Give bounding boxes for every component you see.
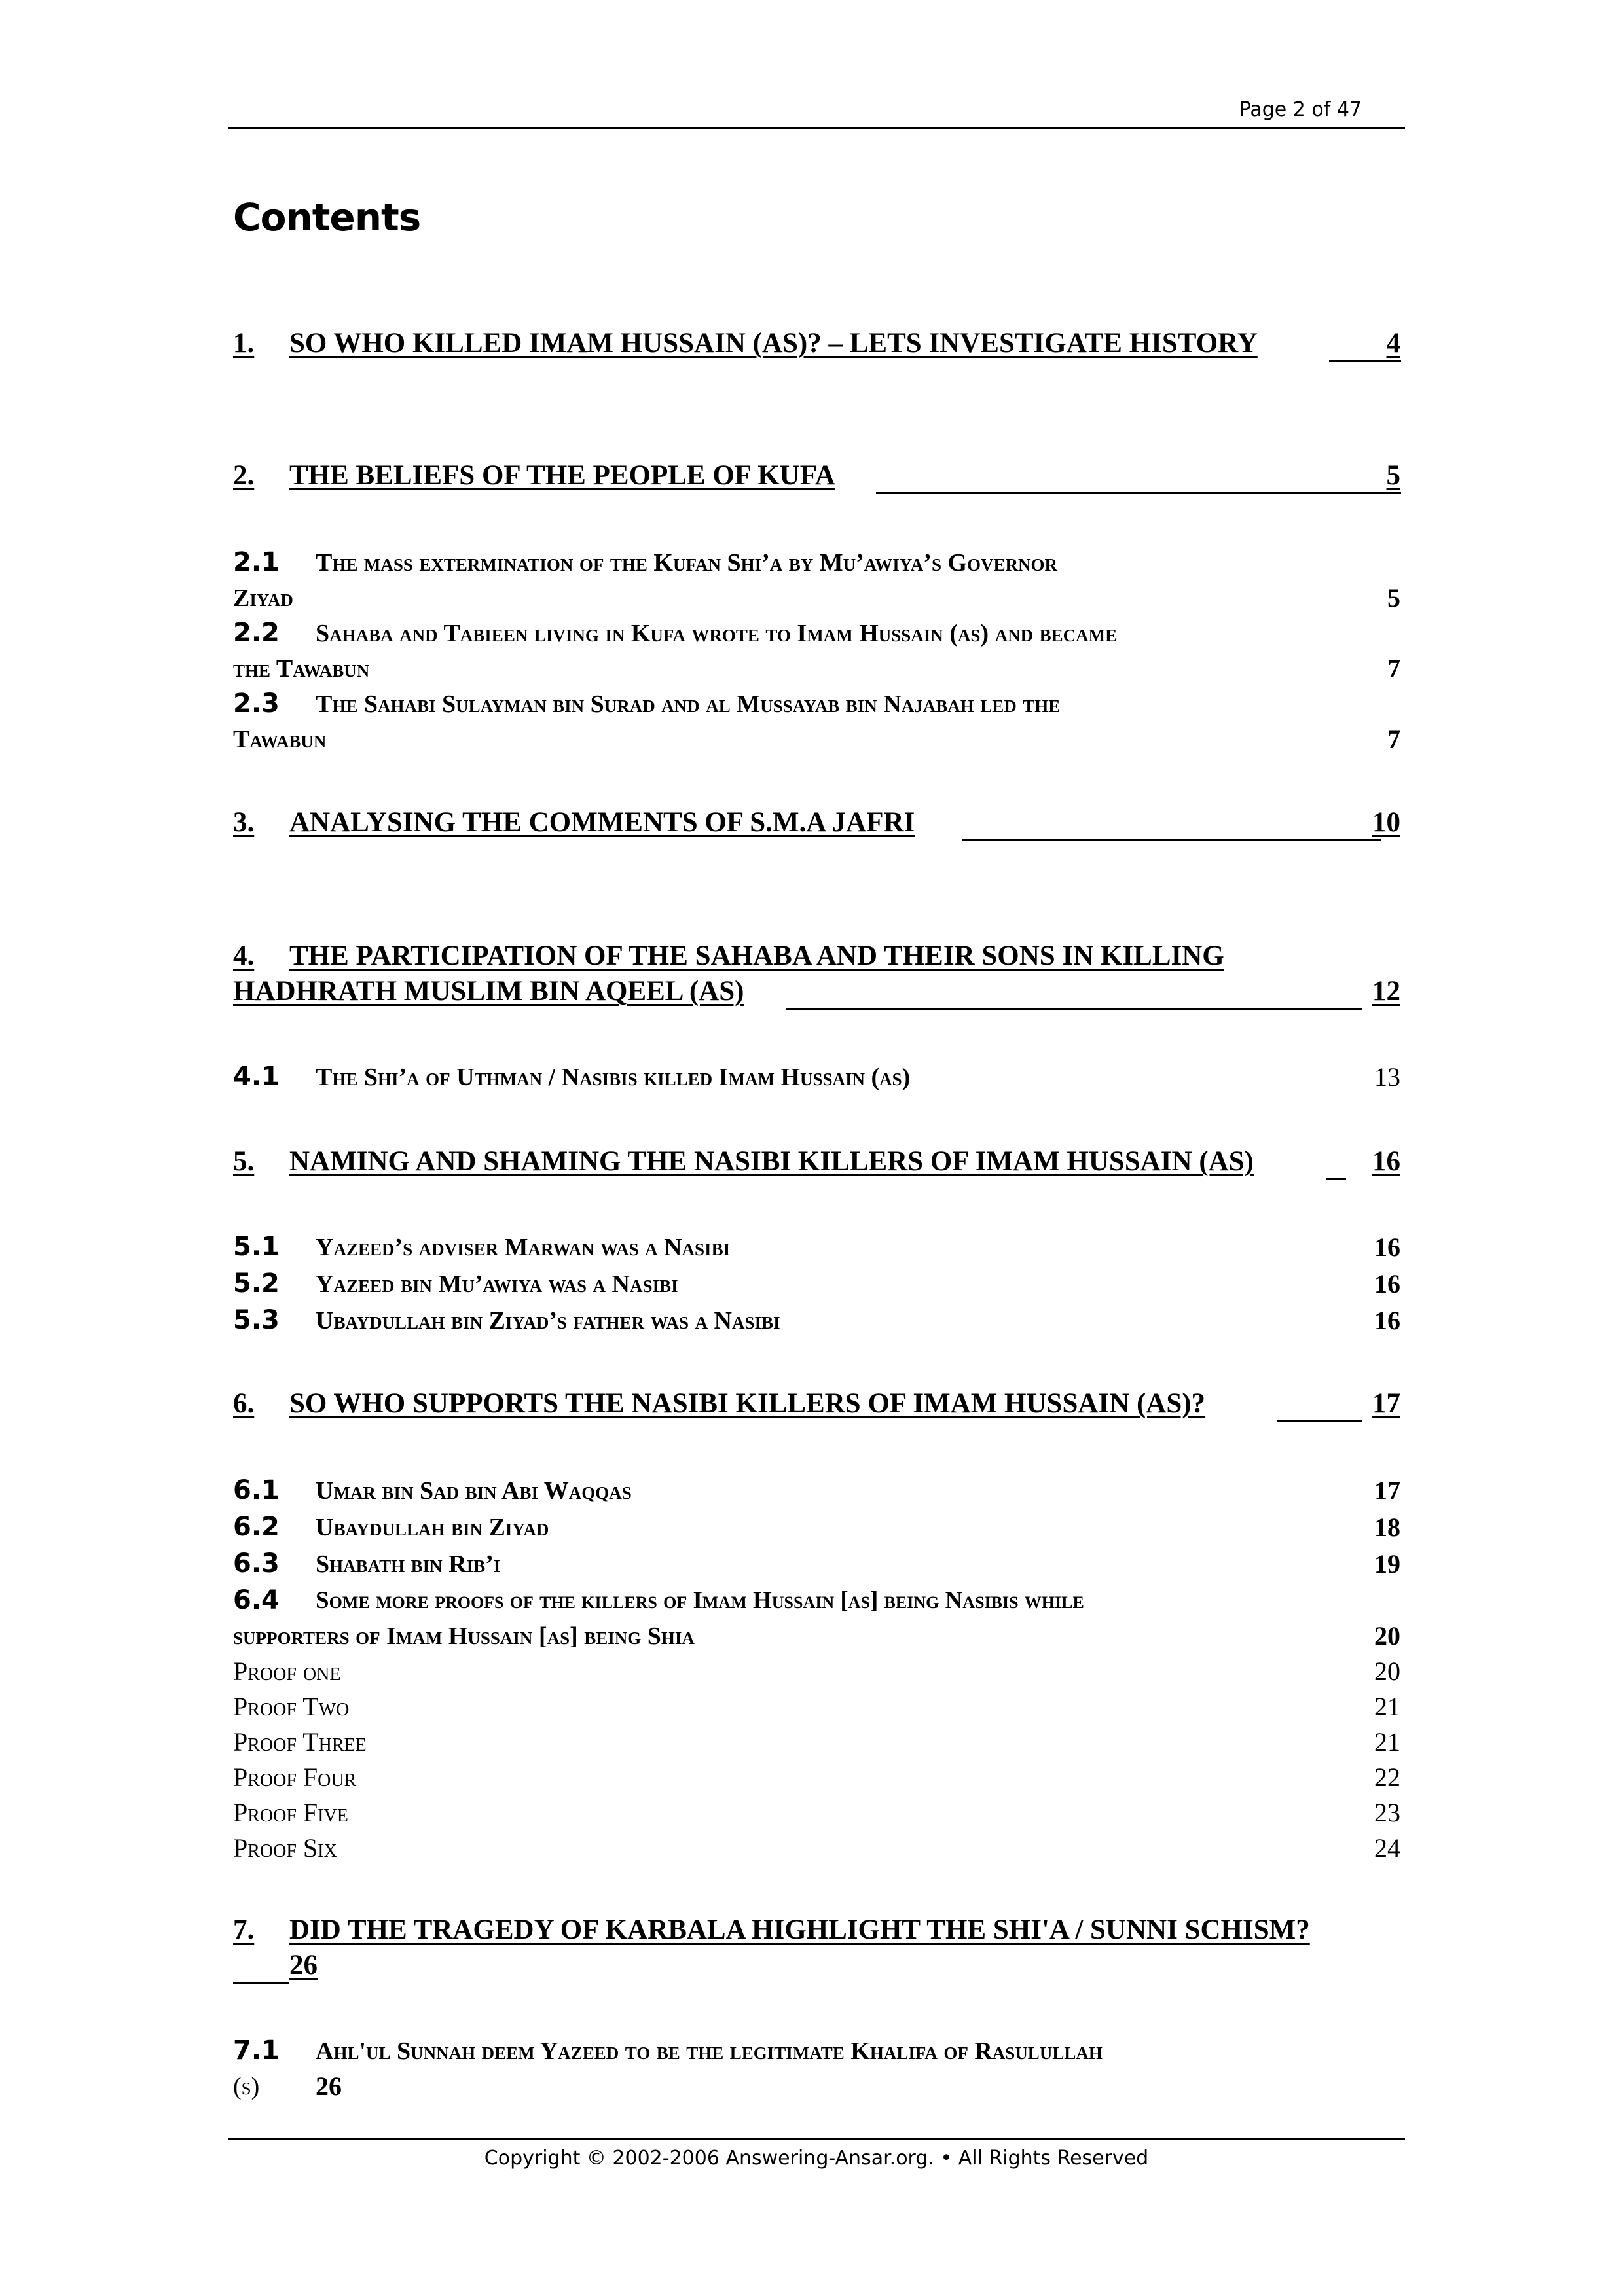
toc-title: SO WHO KILLED IMAM HUSSAIN (AS)? – LETS INVESTIGATE HISTORY: [289, 328, 1258, 359]
toc-page: 12: [1372, 976, 1400, 1007]
toc-title: Proof Three: [233, 1727, 367, 1757]
toc-number: 4.: [233, 941, 255, 971]
toc-title: Yazeed’s adviser Marwan was a Nasibi: [316, 1234, 731, 1261]
toc-title: Ahl'ul Sunnah deem Yazeed to be the legitimate Khalifa of Rasulullah: [316, 2037, 1103, 2065]
toc-title: Proof one: [233, 1657, 341, 1686]
toc-title: Proof Six: [233, 1833, 337, 1863]
toc-number: 5.1: [233, 1232, 280, 1262]
toc-number: 4.1: [233, 1062, 280, 1092]
toc-number: 2.3: [233, 689, 280, 719]
toc-title: Proof Four: [233, 1763, 357, 1792]
leader-line: [962, 839, 1381, 841]
toc-title: Umar bin Sad bin Abi Waqqas: [316, 1477, 632, 1505]
toc-title: Proof Five: [233, 1798, 348, 1827]
toc-title-continued: (s): [233, 2073, 260, 2100]
toc-number: 6.4: [233, 1585, 280, 1615]
toc-page: 17: [1374, 1476, 1400, 1505]
toc-page: 20: [1374, 1621, 1400, 1651]
toc-page: 4: [1386, 328, 1400, 359]
toc-title: NAMING AND SHAMING THE NASIBI KILLERS OF IMAM HUSSAIN (AS): [289, 1146, 1254, 1177]
toc-number: 6.: [233, 1388, 255, 1419]
page-title: Contents: [233, 195, 421, 240]
toc-page: 26: [289, 1950, 318, 1981]
toc-number: 7.: [233, 1914, 255, 1945]
toc-page: 16: [1374, 1269, 1400, 1299]
toc-title: Sahaba and Tabieen living in Kufa wrote to Imam Hussain (as) and became: [316, 620, 1118, 647]
toc-page: 10: [1372, 807, 1400, 838]
toc-title: The Sahabi Sulayman bin Surad and al Mussayab bin Najabah led the: [316, 691, 1061, 718]
toc-page: 22: [1374, 1763, 1400, 1792]
toc-title: Yazeed bin Mu’awiya was a Nasibi: [316, 1270, 678, 1298]
toc-title: DID THE TRAGEDY OF KARBALA HIGHLIGHT THE SHI'A / SUNNI SCHISM?: [289, 1914, 1310, 1945]
footer-copyright: Copyright © 2002-2006 Answering-Ansar.org. • All Rights Reserved: [484, 2147, 1149, 2170]
toc-page: 7: [1387, 725, 1400, 754]
toc-title-continued: HADHRATH MUSLIM BIN AQEEL (AS): [233, 976, 744, 1007]
toc-page: 18: [1374, 1513, 1400, 1542]
toc-number: 1.: [233, 328, 255, 359]
toc-page: 21: [1374, 1727, 1400, 1757]
toc-title: The Shi’a of Uthman / Nasibis killed Imam Hussain (as): [316, 1064, 911, 1091]
toc-number: 6.2: [233, 1512, 280, 1542]
toc-number: 7.1: [233, 2036, 280, 2066]
toc-page: 5: [1387, 583, 1400, 613]
toc-title: Proof Two: [233, 1692, 350, 1721]
toc-page: 17: [1372, 1388, 1400, 1419]
toc-number: 6.1: [233, 1475, 280, 1505]
toc-title-continued: Tawabun: [233, 726, 327, 753]
toc-page: 7: [1387, 654, 1400, 683]
toc-page: 24: [1374, 1833, 1400, 1863]
toc-number: 6.3: [233, 1549, 280, 1579]
toc-number: 5.3: [233, 1305, 280, 1335]
toc-title: Ubaydullah bin Ziyad: [316, 1514, 549, 1541]
leader-line: [1277, 1420, 1362, 1422]
toc-number: 2.2: [233, 618, 280, 648]
toc-page: 16: [1374, 1232, 1400, 1262]
toc-number: 3.: [233, 807, 255, 838]
toc-number: 5.: [233, 1146, 255, 1177]
toc-number: 2.1: [233, 547, 280, 577]
toc-title: Ubaydullah bin Ziyad’s father was a Nasibi: [316, 1307, 780, 1335]
toc-page: 13: [1374, 1062, 1400, 1092]
toc-page: 20: [1374, 1657, 1400, 1686]
toc-page: 26: [316, 2072, 342, 2101]
toc-page: 23: [1374, 1798, 1400, 1827]
toc-number: 2.: [233, 460, 255, 491]
toc-title: SO WHO SUPPORTS THE NASIBI KILLERS OF IMAM HUSSAIN (AS)?: [289, 1388, 1206, 1419]
toc-title: Some more proofs of the killers of Imam Hussain [as] being Nasibis while: [316, 1587, 1084, 1614]
page-number: Page 2 of 47: [1239, 98, 1362, 121]
toc-title: Shabath bin Rib’i: [316, 1551, 501, 1578]
toc-page: 21: [1374, 1692, 1400, 1721]
toc-title-continued: the Tawabun: [233, 655, 370, 683]
toc-page: 19: [1374, 1549, 1400, 1579]
toc-number: 5.2: [233, 1268, 280, 1299]
toc-title: The mass extermination of the Kufan Shi’a by Mu’awiya’s Governor: [316, 549, 1058, 577]
toc-title-continued: supporters of Imam Hussain [as] being Shia: [233, 1623, 695, 1650]
leader-line: [786, 1008, 1362, 1010]
leader-line: [876, 492, 1401, 494]
toc-title: ANALYSING THE COMMENTS OF S.M.A JAFRI: [289, 807, 915, 838]
toc-title: THE PARTICIPATION OF THE SAHABA AND THEIR SONS IN KILLING: [289, 941, 1224, 971]
leader-line: [1326, 1178, 1346, 1180]
toc-page: 16: [1372, 1146, 1400, 1177]
leader-line: [1329, 360, 1401, 362]
toc-page: 16: [1374, 1306, 1400, 1335]
footer-rule: [228, 2138, 1405, 2140]
leader-line: [233, 1982, 289, 1984]
header-rule: [228, 127, 1405, 129]
toc-title-continued: Ziyad: [233, 584, 293, 612]
toc-title: THE BELIEFS OF THE PEOPLE OF KUFA: [289, 460, 835, 491]
toc-page: 5: [1386, 460, 1400, 491]
